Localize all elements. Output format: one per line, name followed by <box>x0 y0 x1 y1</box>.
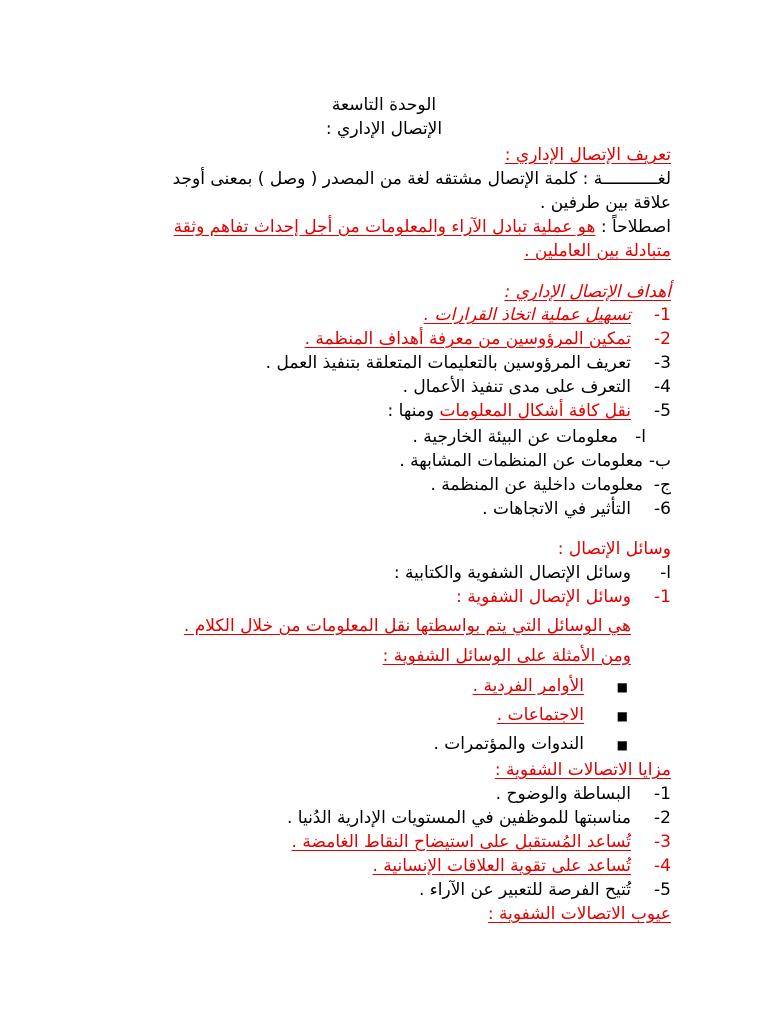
goal-num: 5- <box>654 401 671 421</box>
oral-definition: هي الوسائل التي يتم بواسطتها نقل المعلومات من خلال الكلام . <box>183 616 631 636</box>
example-item-3 <box>434 732 629 757</box>
advantage-item-1 <box>496 782 671 806</box>
means-sub-heading <box>394 561 671 585</box>
goal-item-5 <box>388 399 671 423</box>
adv-text: البساطة والوضوح . <box>495 784 631 804</box>
adv-num: 5- <box>654 880 671 900</box>
goal-tail: ومنها : <box>387 401 440 421</box>
bullet-icon: ■ <box>616 709 628 723</box>
goal-item-3 <box>266 351 671 375</box>
adv-num: 3- <box>654 832 671 852</box>
goal-text: تسهيل عملية اتخاذ القرارات . <box>423 305 631 325</box>
disadvantages-heading: عيوب الاتصالات الشفوية : <box>487 904 671 924</box>
sub-text: معلومات عن المنظمات المشابهة . <box>399 451 643 471</box>
definition-lang-cont: علاقة بين طرفين . <box>539 193 671 213</box>
means-heading: وسائل الإتصال : <box>557 539 671 559</box>
goal-sub-item-a <box>412 425 646 449</box>
term-text: هو عملية تبادل الآراء والمعلومات من أجل إحداث تفاهم وثقة <box>173 217 596 237</box>
advantage-item-2 <box>287 806 671 830</box>
bullet-icon: ■ <box>616 738 628 752</box>
goal-num: 4- <box>654 377 671 397</box>
definition-term-cont: متبادلة بين العاملين . <box>524 241 671 261</box>
example-text: الأوامر الفردية . <box>472 676 584 696</box>
goal-item-6 <box>482 497 671 521</box>
means-num: ا- <box>660 563 671 583</box>
goal-text: تمكين المرؤوسين من معرفة أهداف المنظمة . <box>304 329 631 349</box>
advantage-item-4 <box>373 854 672 878</box>
lang-text: : كلمة الإتصال مشتقه لغة من المصدر ( وصل ) بمعنى أوجد <box>172 169 589 189</box>
sub-num: ج- <box>653 475 671 495</box>
adv-text: تُتيح الفرصة للتعبير عن الآراء . <box>418 880 631 900</box>
goal-item-2 <box>305 327 671 351</box>
example-item-2 <box>497 703 628 728</box>
lang-label: لغـــــــــــة <box>593 169 671 189</box>
goal-num: 1- <box>654 305 671 325</box>
adv-text: مناسبتها للموظفين في المستويات الإدارية الدُنيا . <box>286 808 631 828</box>
oral-heading <box>456 585 671 609</box>
example-text: الندوات والمؤتمرات . <box>433 734 584 754</box>
goal-sub-item-c <box>430 473 671 497</box>
example-item-1 <box>473 674 628 699</box>
definition-term <box>174 215 671 239</box>
goal-item-1 <box>424 303 671 327</box>
unit-title: الوحدة التاسعة <box>331 95 437 115</box>
goal-num: 2- <box>654 329 671 349</box>
sub-text: معلومات داخلية عن المنظمة . <box>430 475 643 495</box>
advantage-item-3 <box>292 830 671 854</box>
examples-heading: ومن الأمثلة على الوسائل الشفوية : <box>382 646 631 666</box>
means-text: وسائل الإتصال الشفوية والكتابية : <box>393 563 631 583</box>
goal-text: التأثير في الاتجاهات . <box>482 499 631 519</box>
goal-sub-item-b <box>399 449 671 473</box>
goal-text: التعرف على مدى تنفيذ الأعمال . <box>402 377 631 397</box>
adv-text: تُساعد المُستقبل على استيضاح النقاط الغامضة . <box>291 832 631 852</box>
oral-num: 1- <box>654 587 671 607</box>
definition-heading: تعريف الإتصال الإداري : <box>504 145 671 165</box>
term-label: اصطلاحاً : <box>600 217 671 237</box>
adv-text: تُساعد على تقوية العلاقات الإنسانية . <box>372 856 631 876</box>
goal-text: تعريف المرؤوسين بالتعليمات المتعلقة بتنفيذ العمل . <box>265 353 631 373</box>
sub-text: معلومات عن البيئة الخارجية . <box>412 427 618 447</box>
adv-num: 1- <box>654 784 671 804</box>
sub-num: ا- <box>635 427 646 447</box>
goal-num: 6- <box>654 499 671 519</box>
goal-num: 3- <box>654 353 671 373</box>
example-text: الاجتماعات . <box>496 705 584 725</box>
definition-lang <box>173 167 671 191</box>
advantages-heading: مزايا الاتصالات الشفوية : <box>494 760 671 780</box>
goal-item-4 <box>403 375 671 399</box>
sub-num: ب- <box>648 451 671 471</box>
adv-num: 2- <box>654 808 671 828</box>
goals-heading: أهداف الإتصال الإداري : <box>504 282 671 302</box>
advantage-item-5 <box>419 878 671 902</box>
goal-text: نقل كافة أشكال المعلومات <box>439 401 631 421</box>
oral-text: وسائل الإتصال الشفوية : <box>456 587 631 607</box>
bullet-icon: ■ <box>616 680 628 694</box>
subject-title: الإتصال الإداري : <box>325 119 443 139</box>
adv-num: 4- <box>654 856 671 876</box>
